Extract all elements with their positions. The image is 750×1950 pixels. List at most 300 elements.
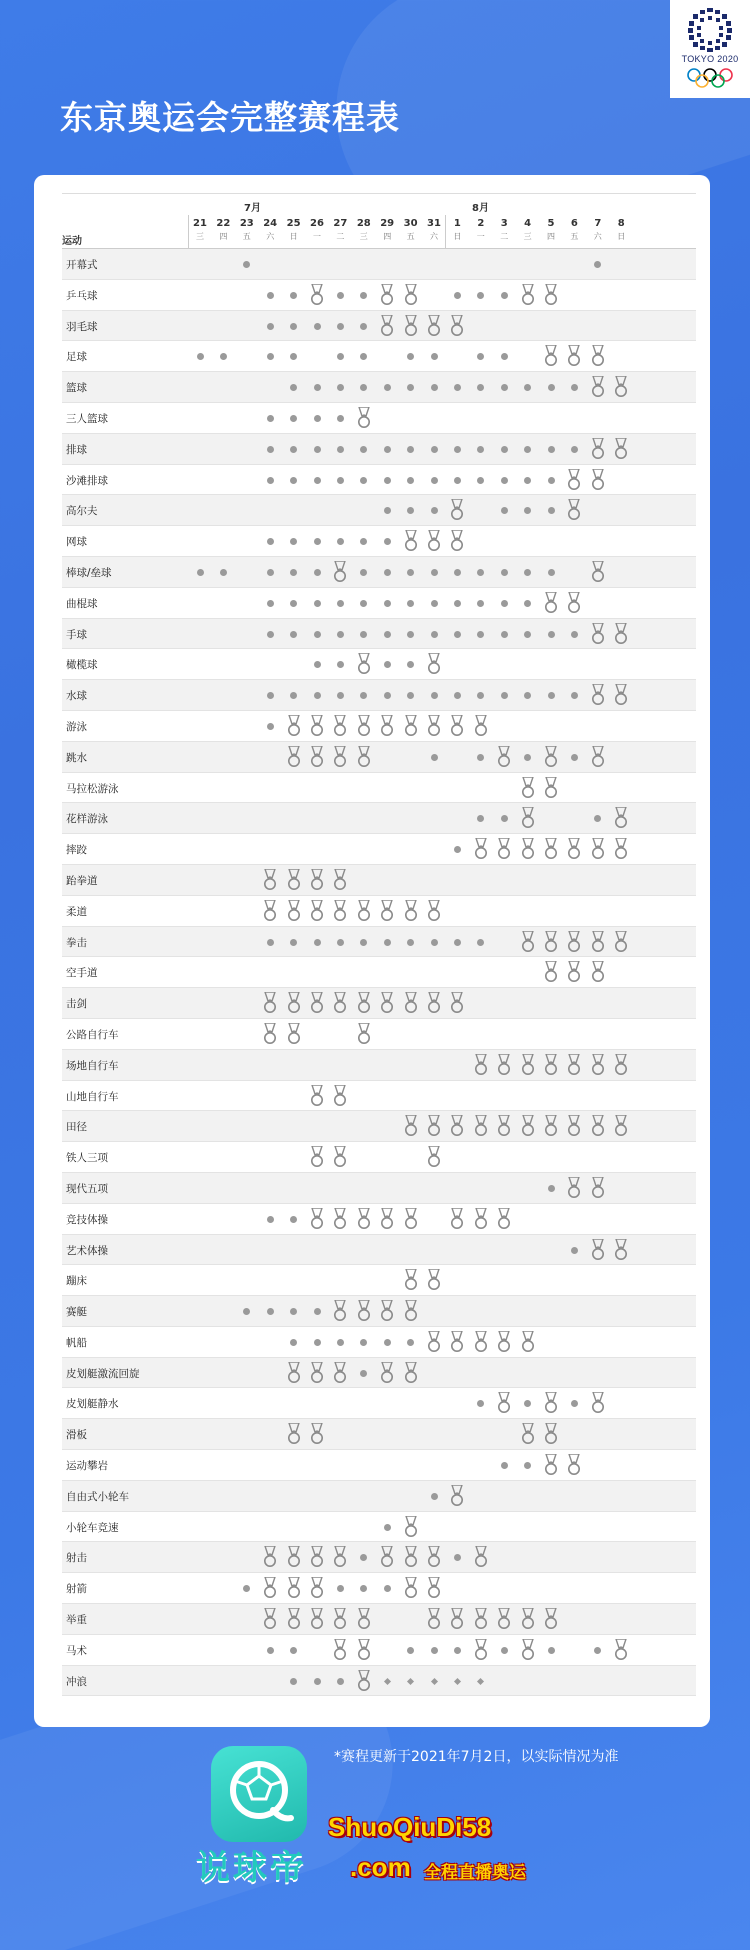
- competition-dot-icon: [501, 569, 508, 576]
- competition-dot-icon: [314, 384, 321, 391]
- medal-icon: [544, 931, 558, 953]
- competition-dot-icon: [360, 631, 367, 638]
- sport-row: [62, 403, 696, 434]
- competition-dot-icon: [524, 477, 531, 484]
- month-july: 7月: [244, 203, 261, 214]
- competition-dot-icon: [407, 939, 414, 946]
- medal-icon: [287, 715, 301, 737]
- competition-dot-icon: [431, 1647, 438, 1654]
- day-number: 30: [403, 218, 418, 229]
- competition-dot-icon: [501, 507, 508, 514]
- medal-icon: [287, 1546, 301, 1568]
- competition-dot-icon: [337, 446, 344, 453]
- competition-dot-icon: [267, 538, 274, 545]
- competition-dot-icon: [290, 353, 297, 360]
- medal-icon: [521, 1054, 535, 1076]
- competition-dot-icon: [267, 1647, 274, 1654]
- day-number: 6: [570, 218, 578, 229]
- medal-icon: [450, 1208, 464, 1230]
- month-august: 8月: [472, 203, 489, 214]
- competition-dot-icon: [314, 569, 321, 576]
- medal-icon: [567, 345, 581, 367]
- competition-dot-icon: [477, 353, 484, 360]
- diamond-icon: [407, 1678, 414, 1685]
- competition-dot-icon: [384, 569, 391, 576]
- medal-icon: [591, 1177, 605, 1199]
- medal-icon: [310, 1362, 324, 1384]
- medal-icon: [591, 469, 605, 491]
- medal-icon: [544, 961, 558, 983]
- medal-icon: [544, 1054, 558, 1076]
- medal-icon: [357, 1639, 371, 1661]
- medal-icon: [404, 1546, 418, 1568]
- competition-dot-icon: [267, 1216, 274, 1223]
- date-column-header: [258, 217, 282, 243]
- medal-icon: [450, 1331, 464, 1353]
- sport-name: 场地自行车: [66, 1059, 119, 1072]
- medal-icon: [474, 1331, 488, 1353]
- day-number: 5: [547, 218, 555, 229]
- sport-row: [62, 1542, 696, 1573]
- medal-icon: [404, 315, 418, 337]
- medal-icon: [380, 284, 394, 306]
- medal-icon: [333, 1362, 347, 1384]
- medal-icon: [567, 592, 581, 614]
- medal-icon: [333, 1146, 347, 1168]
- medal-icon: [380, 315, 394, 337]
- competition-dot-icon: [548, 384, 555, 391]
- sport-row: [62, 1173, 696, 1204]
- sport-name: 拳击: [66, 936, 87, 949]
- competition-dot-icon: [431, 507, 438, 514]
- sport-row: [62, 1512, 696, 1543]
- medal-icon: [263, 992, 277, 1014]
- sport-name: 艺术体操: [66, 1244, 108, 1257]
- competition-dot-icon: [454, 446, 461, 453]
- sport-name: 羽毛球: [66, 320, 98, 333]
- olympic-rings-icon: [684, 66, 736, 90]
- competition-dot-icon: [290, 384, 297, 391]
- medal-icon: [427, 530, 441, 552]
- medal-icon: [614, 438, 628, 460]
- medal-icon: [591, 838, 605, 860]
- competition-dot-icon: [454, 1647, 461, 1654]
- day-number: 31: [427, 218, 441, 229]
- sport-row: [62, 711, 696, 742]
- diamond-icon: [454, 1678, 461, 1685]
- medal-icon: [591, 376, 605, 398]
- competition-dot-icon: [337, 1339, 344, 1346]
- weekday-label: 五: [570, 232, 579, 241]
- sport-name: 高尔夫: [66, 505, 98, 518]
- competition-dot-icon: [220, 353, 227, 360]
- sport-row: [62, 803, 696, 834]
- sport-name: 乒乓球: [66, 289, 98, 302]
- medal-icon: [333, 1608, 347, 1630]
- competition-dot-icon: [524, 754, 531, 761]
- sport-name: 曲棍球: [66, 597, 98, 610]
- weekday-label: 三: [359, 232, 368, 241]
- day-number: 28: [356, 218, 371, 229]
- medal-icon: [310, 715, 324, 737]
- weekday-label: 四: [547, 232, 555, 241]
- medal-icon: [497, 1392, 511, 1414]
- sport-name: 射击: [66, 1552, 87, 1565]
- competition-dot-icon: [314, 415, 321, 422]
- month-divider: [188, 215, 189, 249]
- competition-dot-icon: [407, 569, 414, 576]
- competition-dot-icon: [314, 1339, 321, 1346]
- medal-icon: [544, 592, 558, 614]
- competition-dot-icon: [337, 600, 344, 607]
- sport-name: 摔跤: [66, 844, 87, 857]
- sport-row: [62, 865, 696, 896]
- medal-icon: [567, 1054, 581, 1076]
- competition-dot-icon: [477, 446, 484, 453]
- sport-row: [62, 588, 696, 619]
- medal-icon: [450, 992, 464, 1014]
- medal-icon: [310, 284, 324, 306]
- weekday-label: 二: [336, 232, 345, 241]
- medal-icon: [591, 961, 605, 983]
- competition-dot-icon: [477, 292, 484, 299]
- medal-icon: [333, 992, 347, 1014]
- medal-icon: [404, 1362, 418, 1384]
- sport-row: [62, 1666, 696, 1697]
- competition-dot-icon: [267, 1308, 274, 1315]
- medal-icon: [450, 315, 464, 337]
- medal-icon: [474, 1546, 488, 1568]
- medal-icon: [591, 561, 605, 583]
- competition-dot-icon: [337, 538, 344, 545]
- competition-dot-icon: [384, 384, 391, 391]
- date-column-header: [282, 217, 306, 243]
- competition-dot-icon: [337, 384, 344, 391]
- month-divider: [445, 215, 446, 249]
- medal-icon: [380, 715, 394, 737]
- competition-dot-icon: [548, 692, 555, 699]
- weekday-label: 日: [453, 232, 462, 241]
- medal-icon: [427, 1331, 441, 1353]
- date-column-header: [422, 217, 446, 243]
- medal-icon: [450, 530, 464, 552]
- medal-icon: [614, 1054, 628, 1076]
- competition-dot-icon: [384, 1339, 391, 1346]
- medal-icon: [427, 1577, 441, 1599]
- weekday-label: 一: [476, 232, 485, 241]
- medal-icon: [521, 1423, 535, 1445]
- competition-dot-icon: [290, 446, 297, 453]
- medal-icon: [450, 1608, 464, 1630]
- competition-dot-icon: [548, 631, 555, 638]
- competition-dot-icon: [337, 1678, 344, 1685]
- sport-name: 公路自行车: [66, 1028, 119, 1041]
- date-column-header: [188, 217, 212, 243]
- date-column-header: [328, 217, 352, 243]
- medal-icon: [404, 992, 418, 1014]
- medal-icon: [380, 900, 394, 922]
- competition-dot-icon: [571, 1400, 578, 1407]
- competition-dot-icon: [384, 600, 391, 607]
- sport-row: [62, 557, 696, 588]
- medal-icon: [544, 1423, 558, 1445]
- competition-dot-icon: [548, 569, 555, 576]
- competition-dot-icon: [571, 754, 578, 761]
- medal-icon: [474, 1208, 488, 1230]
- sport-name: 篮球: [66, 382, 87, 395]
- competition-dot-icon: [290, 1647, 297, 1654]
- date-column-header: [539, 217, 563, 243]
- schedule-card: [34, 175, 710, 1727]
- competition-dot-icon: [290, 569, 297, 576]
- date-column-header: [399, 217, 423, 243]
- competition-dot-icon: [267, 323, 274, 330]
- day-number: 22: [216, 218, 231, 229]
- competition-dot-icon: [384, 446, 391, 453]
- competition-dot-icon: [360, 446, 367, 453]
- competition-dot-icon: [524, 1400, 531, 1407]
- medal-icon: [333, 1208, 347, 1230]
- medal-icon: [333, 1300, 347, 1322]
- tokyo-2020-emblem-icon: [680, 6, 740, 54]
- competition-dot-icon: [548, 446, 555, 453]
- medal-icon: [357, 407, 371, 429]
- sport-name: 空手道: [66, 967, 98, 980]
- sport-name: 射箭: [66, 1583, 87, 1596]
- competition-dot-icon: [454, 477, 461, 484]
- medal-icon: [450, 715, 464, 737]
- date-column-header: [469, 217, 493, 243]
- medal-icon: [287, 746, 301, 768]
- medal-icon: [380, 1362, 394, 1384]
- competition-dot-icon: [267, 692, 274, 699]
- medal-icon: [591, 623, 605, 645]
- medal-icon: [287, 1423, 301, 1445]
- competition-dot-icon: [501, 692, 508, 699]
- competition-dot-icon: [314, 323, 321, 330]
- diamond-icon: [477, 1678, 484, 1685]
- medal-icon: [544, 1608, 558, 1630]
- competition-dot-icon: [267, 600, 274, 607]
- medal-icon: [544, 345, 558, 367]
- sport-row: [62, 1296, 696, 1327]
- competition-dot-icon: [267, 631, 274, 638]
- medal-icon: [310, 1146, 324, 1168]
- medal-icon: [310, 1085, 324, 1107]
- medal-icon: [474, 1639, 488, 1661]
- sport-name: 沙滩排球: [66, 474, 108, 487]
- sport-name: 游泳: [66, 720, 87, 733]
- day-number: 23: [239, 218, 254, 229]
- medal-icon: [567, 838, 581, 860]
- competition-dot-icon: [431, 353, 438, 360]
- sport-row: [62, 1050, 696, 1081]
- medal-icon: [450, 499, 464, 521]
- medal-icon: [474, 715, 488, 737]
- competition-dot-icon: [477, 754, 484, 761]
- sport-name: 柔道: [66, 905, 87, 918]
- medal-icon: [497, 1115, 511, 1137]
- medal-icon: [287, 1577, 301, 1599]
- date-column-header: [562, 217, 586, 243]
- medal-icon: [287, 869, 301, 891]
- competition-dot-icon: [267, 353, 274, 360]
- sport-row: [62, 1019, 696, 1050]
- sport-row: [62, 927, 696, 958]
- medal-icon: [310, 1423, 324, 1445]
- competition-dot-icon: [314, 1678, 321, 1685]
- competition-dot-icon: [220, 569, 227, 576]
- sport-row: [62, 311, 696, 342]
- sport-name: 跳水: [66, 751, 87, 764]
- competition-dot-icon: [267, 446, 274, 453]
- sport-name: 手球: [66, 628, 87, 641]
- day-number: 24: [263, 218, 278, 229]
- competition-dot-icon: [431, 600, 438, 607]
- competition-dot-icon: [454, 1554, 461, 1561]
- competition-dot-icon: [290, 292, 297, 299]
- competition-dot-icon: [290, 600, 297, 607]
- date-column-header: [609, 217, 633, 243]
- medal-icon: [497, 1054, 511, 1076]
- competition-dot-icon: [524, 569, 531, 576]
- sport-row: [62, 1604, 696, 1635]
- sport-row: [62, 372, 696, 403]
- medal-icon: [614, 1239, 628, 1261]
- sport-name: 冲浪: [66, 1675, 87, 1688]
- medal-icon: [567, 1177, 581, 1199]
- competition-dot-icon: [337, 477, 344, 484]
- competition-dot-icon: [548, 477, 555, 484]
- medal-icon: [614, 931, 628, 953]
- competition-dot-icon: [360, 1370, 367, 1377]
- medal-icon: [287, 900, 301, 922]
- competition-dot-icon: [477, 600, 484, 607]
- medal-icon: [404, 1300, 418, 1322]
- medal-icon: [404, 1115, 418, 1137]
- date-column-header: [211, 217, 235, 243]
- medal-icon: [591, 345, 605, 367]
- medal-icon: [333, 869, 347, 891]
- sport-row: [62, 1481, 696, 1512]
- competition-dot-icon: [314, 600, 321, 607]
- competition-dot-icon: [384, 1585, 391, 1592]
- competition-dot-icon: [384, 1524, 391, 1531]
- sport-name: 小轮车竞速: [66, 1521, 119, 1534]
- competition-dot-icon: [477, 939, 484, 946]
- medal-icon: [287, 1608, 301, 1630]
- medal-icon: [614, 807, 628, 829]
- sport-row: [62, 1142, 696, 1173]
- medal-icon: [497, 838, 511, 860]
- competition-dot-icon: [290, 415, 297, 422]
- schedule-rows: [62, 249, 696, 1696]
- sport-name: 跆拳道: [66, 874, 98, 887]
- competition-dot-icon: [290, 631, 297, 638]
- competition-dot-icon: [360, 939, 367, 946]
- sport-row: [62, 773, 696, 804]
- sport-row: [62, 957, 696, 988]
- competition-dot-icon: [290, 1216, 297, 1223]
- competition-dot-icon: [314, 661, 321, 668]
- medal-icon: [357, 1608, 371, 1630]
- competition-dot-icon: [431, 692, 438, 699]
- competition-dot-icon: [384, 692, 391, 699]
- competition-dot-icon: [431, 939, 438, 946]
- competition-dot-icon: [337, 692, 344, 699]
- medal-icon: [614, 1639, 628, 1661]
- competition-dot-icon: [384, 507, 391, 514]
- date-column-header: [586, 217, 610, 243]
- medal-icon: [287, 1362, 301, 1384]
- competition-dot-icon: [384, 939, 391, 946]
- competition-dot-icon: [384, 477, 391, 484]
- medal-icon: [380, 1300, 394, 1322]
- competition-dot-icon: [477, 1400, 484, 1407]
- medal-icon: [427, 992, 441, 1014]
- weekday-label: 五: [242, 232, 251, 241]
- medal-icon: [591, 931, 605, 953]
- medal-icon: [404, 1208, 418, 1230]
- sport-row: [62, 495, 696, 526]
- competition-dot-icon: [337, 415, 344, 422]
- competition-dot-icon: [548, 1647, 555, 1654]
- sport-name: 排球: [66, 443, 87, 456]
- medal-icon: [333, 1546, 347, 1568]
- medal-icon: [263, 869, 277, 891]
- sport-row: [62, 465, 696, 496]
- sport-name: 山地自行车: [66, 1090, 119, 1103]
- medal-icon: [310, 1546, 324, 1568]
- sport-name: 花样游泳: [66, 813, 108, 826]
- date-column-header: [305, 217, 329, 243]
- day-number: 29: [380, 218, 395, 229]
- date-column-header: [516, 217, 540, 243]
- day-number: 21: [193, 218, 207, 229]
- weekday-label: 日: [617, 232, 626, 241]
- sport-name: 蹦床: [66, 1275, 87, 1288]
- sport-name: 举重: [66, 1614, 87, 1627]
- medal-icon: [591, 1239, 605, 1261]
- competition-dot-icon: [431, 1493, 438, 1500]
- competition-dot-icon: [454, 384, 461, 391]
- sport-name: 田径: [66, 1121, 87, 1134]
- medal-icon: [591, 1054, 605, 1076]
- competition-dot-icon: [407, 692, 414, 699]
- medal-icon: [474, 838, 488, 860]
- medal-icon: [404, 1516, 418, 1538]
- medal-icon: [263, 1577, 277, 1599]
- competition-dot-icon: [407, 384, 414, 391]
- sport-row: [62, 1358, 696, 1389]
- weekday-label: 三: [196, 232, 204, 241]
- competition-dot-icon: [407, 507, 414, 514]
- medal-icon: [497, 1608, 511, 1630]
- page-title: 东京奥运会完整赛程表: [60, 98, 400, 137]
- medal-icon: [357, 1208, 371, 1230]
- date-column-header: [445, 217, 469, 243]
- competition-dot-icon: [267, 415, 274, 422]
- month-row: [62, 193, 696, 215]
- day-number: 3: [500, 218, 508, 229]
- brand-tagline: 全程直播奥运: [424, 1863, 526, 1883]
- day-number: 4: [524, 218, 532, 229]
- sport-row: [62, 896, 696, 927]
- sport-name: 马拉松游泳: [66, 782, 119, 795]
- medal-icon: [497, 1331, 511, 1353]
- medal-icon: [310, 1208, 324, 1230]
- sport-row: [62, 742, 696, 773]
